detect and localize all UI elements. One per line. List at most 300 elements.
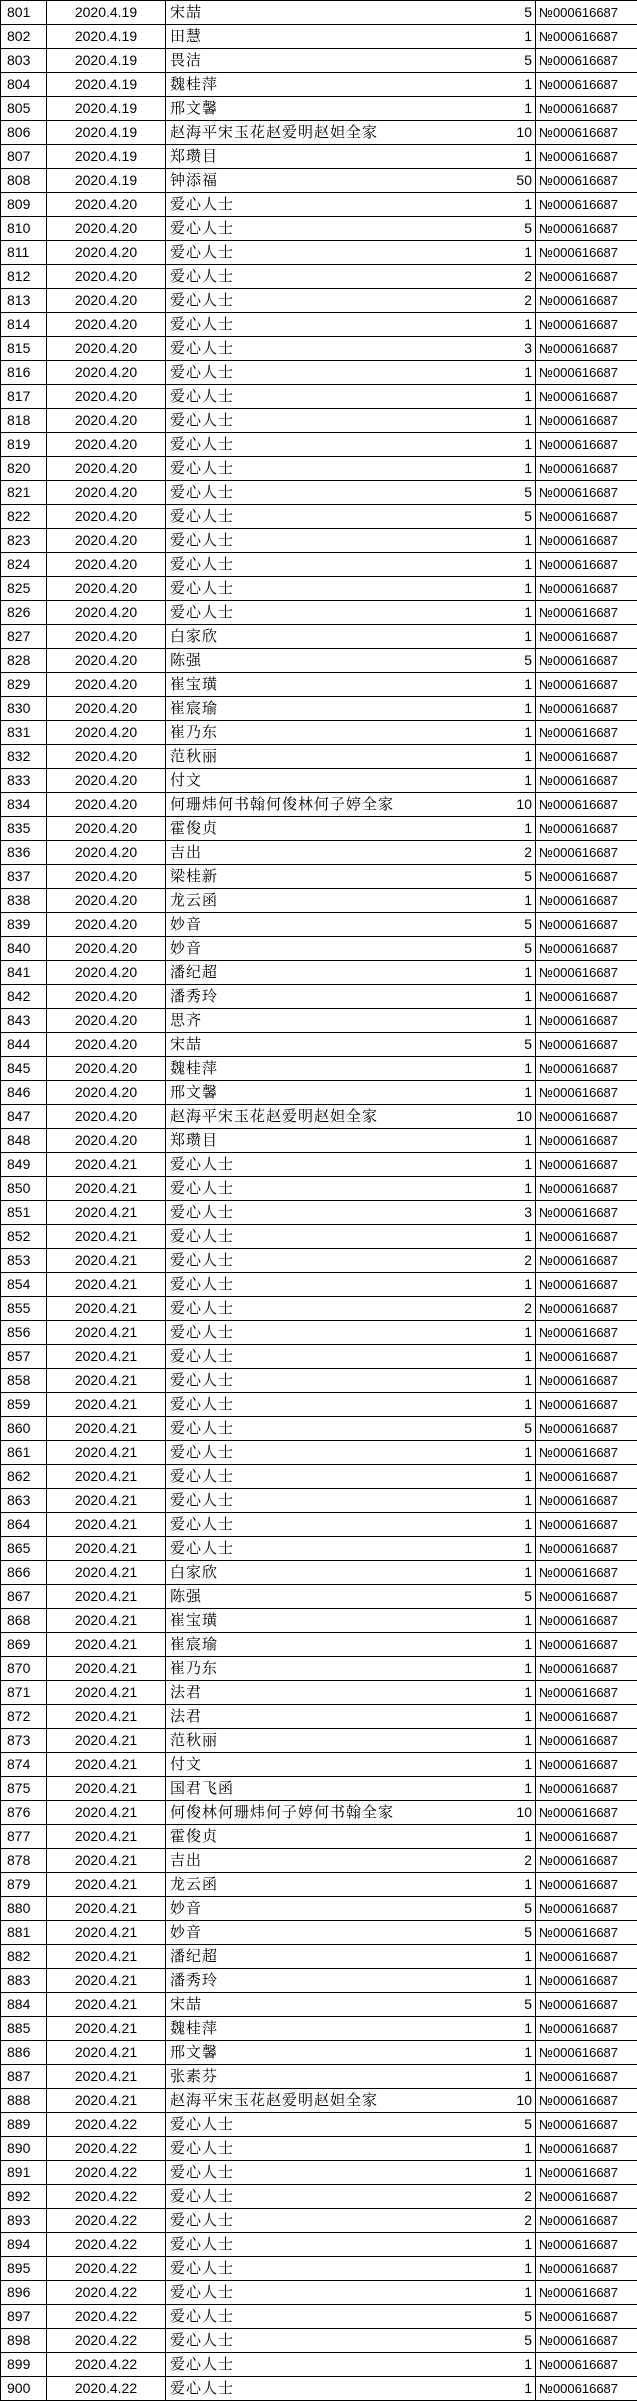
donation-amount: 1 [511, 457, 536, 481]
table-row [1, 2233, 637, 2257]
receipt-number: №000616687 [536, 1153, 637, 1177]
donor-name: 爱心人士 [166, 553, 511, 577]
donation-amount: 1 [511, 697, 536, 721]
donation-amount: 1 [511, 961, 536, 985]
table-row [1, 2353, 637, 2377]
donation-date: 2020.4.20 [47, 673, 166, 697]
donation-date: 2020.4.20 [47, 625, 166, 649]
donation-date: 2020.4.20 [47, 649, 166, 673]
donation-amount: 5 [511, 865, 536, 889]
table-row [1, 2089, 637, 2113]
receipt-number: №000616687 [536, 577, 637, 601]
receipt-number: №000616687 [536, 1801, 637, 1825]
receipt-number: №000616687 [536, 2233, 637, 2257]
donor-name: 爱心人士 [166, 433, 511, 457]
receipt-number: №000616687 [536, 505, 637, 529]
receipt-number: №000616687 [536, 1849, 637, 1873]
donor-name: 范秋丽 [166, 745, 511, 769]
receipt-number: №000616687 [536, 1945, 637, 1969]
donation-date: 2020.4.19 [47, 25, 166, 49]
donation-date: 2020.4.21 [47, 1489, 166, 1513]
donation-amount: 1 [511, 409, 536, 433]
donation-date: 2020.4.20 [47, 289, 166, 313]
donor-name: 邢文馨 [166, 2041, 511, 2065]
table-row [1, 625, 637, 649]
table-row [1, 2257, 637, 2281]
donor-name: 爱心人士 [166, 1273, 511, 1297]
row-number: 844 [1, 1033, 47, 1057]
receipt-number: №000616687 [536, 2377, 637, 2401]
row-number: 802 [1, 25, 47, 49]
donation-amount: 1 [511, 1393, 536, 1417]
receipt-number: №000616687 [536, 865, 637, 889]
table-row [1, 361, 637, 385]
donation-date: 2020.4.19 [47, 1, 166, 25]
receipt-number: №000616687 [536, 385, 637, 409]
donor-name: 爱心人士 [166, 1537, 511, 1561]
donor-name: 爱心人士 [166, 2305, 511, 2329]
donation-date: 2020.4.19 [47, 97, 166, 121]
receipt-number: №000616687 [536, 49, 637, 73]
donation-date: 2020.4.20 [47, 1009, 166, 1033]
donation-date: 2020.4.20 [47, 769, 166, 793]
receipt-number: №000616687 [536, 1081, 637, 1105]
donation-date: 2020.4.19 [47, 145, 166, 169]
table-row [1, 97, 637, 121]
donation-amount: 5 [511, 1993, 536, 2017]
donor-name: 陈强 [166, 1585, 511, 1609]
row-number: 804 [1, 73, 47, 97]
donation-amount: 1 [511, 1561, 536, 1585]
receipt-number: №000616687 [536, 2257, 637, 2281]
donor-name: 爱心人士 [166, 529, 511, 553]
table-row [1, 2281, 637, 2305]
donation-amount: 1 [511, 1657, 536, 1681]
receipt-number: №000616687 [536, 625, 637, 649]
row-number: 831 [1, 721, 47, 745]
table-row [1, 1177, 637, 1201]
donation-amount: 1 [511, 985, 536, 1009]
donation-amount: 5 [511, 2329, 536, 2353]
table-row [1, 577, 637, 601]
donation-date: 2020.4.22 [47, 2233, 166, 2257]
row-number: 888 [1, 2089, 47, 2113]
donation-amount: 5 [511, 1897, 536, 1921]
donation-amount: 1 [511, 2137, 536, 2161]
donation-amount: 5 [511, 1585, 536, 1609]
donation-amount: 10 [511, 1801, 536, 1825]
receipt-number: №000616687 [536, 1489, 637, 1513]
row-number: 840 [1, 937, 47, 961]
table-row [1, 1681, 637, 1705]
donation-date: 2020.4.20 [47, 457, 166, 481]
row-number: 892 [1, 2185, 47, 2209]
table-row [1, 1105, 637, 1129]
donation-date: 2020.4.20 [47, 505, 166, 529]
donor-name: 爱心人士 [166, 2113, 511, 2137]
donation-date: 2020.4.20 [47, 193, 166, 217]
donation-amount: 2 [511, 289, 536, 313]
donation-date: 2020.4.20 [47, 337, 166, 361]
row-number: 884 [1, 1993, 47, 2017]
donor-name: 何俊林何珊炜何子婷何书翰全家 [166, 1801, 511, 1825]
receipt-number: №000616687 [536, 1777, 637, 1801]
donation-amount: 1 [511, 889, 536, 913]
receipt-number: №000616687 [536, 2041, 637, 2065]
receipt-number: №000616687 [536, 913, 637, 937]
row-number: 849 [1, 1153, 47, 1177]
row-number: 834 [1, 793, 47, 817]
donation-date: 2020.4.22 [47, 2209, 166, 2233]
receipt-number: №000616687 [536, 961, 637, 985]
donor-name: 妙音 [166, 1897, 511, 1921]
donation-amount: 1 [511, 769, 536, 793]
donation-amount: 1 [511, 721, 536, 745]
row-number: 829 [1, 673, 47, 697]
donation-amount: 1 [511, 817, 536, 841]
receipt-number: №000616687 [536, 1321, 637, 1345]
receipt-number: №000616687 [536, 2353, 637, 2377]
receipt-number: №000616687 [536, 169, 637, 193]
row-number: 862 [1, 1465, 47, 1489]
receipt-number: №000616687 [536, 793, 637, 817]
receipt-number: №000616687 [536, 2137, 637, 2161]
donation-date: 2020.4.21 [47, 1585, 166, 1609]
donor-name: 崔宸瑜 [166, 697, 511, 721]
donation-amount: 5 [511, 2305, 536, 2329]
table-row [1, 49, 637, 73]
donation-date: 2020.4.21 [47, 1537, 166, 1561]
table-row [1, 2041, 637, 2065]
donation-amount: 2 [511, 2209, 536, 2233]
donation-date: 2020.4.20 [47, 409, 166, 433]
table-row [1, 1297, 637, 1321]
donation-date: 2020.4.20 [47, 817, 166, 841]
row-number: 895 [1, 2257, 47, 2281]
row-number: 861 [1, 1441, 47, 1465]
receipt-number: №000616687 [536, 217, 637, 241]
receipt-number: №000616687 [536, 1513, 637, 1537]
donation-date: 2020.4.21 [47, 1273, 166, 1297]
receipt-number: №000616687 [536, 1873, 637, 1897]
donation-amount: 1 [511, 529, 536, 553]
receipt-number: №000616687 [536, 1177, 637, 1201]
donor-name: 潘纪超 [166, 961, 511, 985]
table-row [1, 1153, 637, 1177]
table-row [1, 1513, 637, 1537]
table-row [1, 841, 637, 865]
row-number: 838 [1, 889, 47, 913]
table-row [1, 193, 637, 217]
table-row [1, 337, 637, 361]
donor-name: 妙音 [166, 937, 511, 961]
donation-amount: 5 [511, 1, 536, 25]
row-number: 825 [1, 577, 47, 601]
donation-amount: 10 [511, 121, 536, 145]
donation-date: 2020.4.21 [47, 1561, 166, 1585]
donation-date: 2020.4.20 [47, 265, 166, 289]
receipt-number: №000616687 [536, 721, 637, 745]
table-row [1, 721, 637, 745]
receipt-number: №000616687 [536, 1225, 637, 1249]
receipt-number: №000616687 [536, 1009, 637, 1033]
donation-date: 2020.4.21 [47, 1633, 166, 1657]
donation-date: 2020.4.20 [47, 361, 166, 385]
table-row [1, 1921, 637, 1945]
donor-name: 宋喆 [166, 1033, 511, 1057]
receipt-number: №000616687 [536, 1057, 637, 1081]
table-row [1, 1969, 637, 1993]
donation-date: 2020.4.21 [47, 1705, 166, 1729]
donation-amount: 1 [511, 1705, 536, 1729]
row-number: 860 [1, 1417, 47, 1441]
donor-name: 魏桂萍 [166, 2017, 511, 2041]
table-row [1, 985, 637, 1009]
donor-name: 宋喆 [166, 1, 511, 25]
table-row [1, 529, 637, 553]
donation-amount: 5 [511, 49, 536, 73]
table-row [1, 1369, 637, 1393]
receipt-number: №000616687 [536, 937, 637, 961]
donor-name: 思齐 [166, 1009, 511, 1033]
donation-amount: 1 [511, 1609, 536, 1633]
receipt-number: №000616687 [536, 985, 637, 1009]
row-number: 899 [1, 2353, 47, 2377]
row-number: 887 [1, 2065, 47, 2089]
row-number: 839 [1, 913, 47, 937]
donation-amount: 10 [511, 2089, 536, 2113]
donation-date: 2020.4.20 [47, 721, 166, 745]
row-number: 897 [1, 2305, 47, 2329]
donor-name: 爱心人士 [166, 1177, 511, 1201]
receipt-number: №000616687 [536, 193, 637, 217]
donation-date: 2020.4.22 [47, 2161, 166, 2185]
donation-amount: 1 [511, 1441, 536, 1465]
row-number: 850 [1, 1177, 47, 1201]
donation-date: 2020.4.21 [47, 1777, 166, 1801]
receipt-number: №000616687 [536, 1705, 637, 1729]
donation-date: 2020.4.20 [47, 433, 166, 457]
table-row [1, 1009, 637, 1033]
table-row [1, 1705, 637, 1729]
receipt-number: №000616687 [536, 1729, 637, 1753]
donor-name: 赵海平宋玉花赵爱明赵妲全家 [166, 121, 511, 145]
donor-name: 崔宸瑜 [166, 1633, 511, 1657]
donation-date: 2020.4.21 [47, 1441, 166, 1465]
donation-date: 2020.4.21 [47, 1657, 166, 1681]
receipt-number: №000616687 [536, 817, 637, 841]
donor-name: 爱心人士 [166, 1441, 511, 1465]
row-number: 883 [1, 1969, 47, 1993]
receipt-number: №000616687 [536, 1129, 637, 1153]
row-number: 808 [1, 169, 47, 193]
row-number: 818 [1, 409, 47, 433]
receipt-number: №000616687 [536, 1369, 637, 1393]
receipt-number: №000616687 [536, 73, 637, 97]
row-number: 856 [1, 1321, 47, 1345]
donor-name: 张素芬 [166, 2065, 511, 2089]
donor-name: 爱心人士 [166, 1513, 511, 1537]
row-number: 843 [1, 1009, 47, 1033]
donation-amount: 5 [511, 1033, 536, 1057]
donation-amount: 1 [511, 97, 536, 121]
receipt-number: №000616687 [536, 1921, 637, 1945]
receipt-number: №000616687 [536, 1993, 637, 2017]
donation-date: 2020.4.20 [47, 1105, 166, 1129]
receipt-number: №000616687 [536, 145, 637, 169]
row-number: 866 [1, 1561, 47, 1585]
row-number: 828 [1, 649, 47, 673]
donation-amount: 5 [511, 937, 536, 961]
donation-date: 2020.4.20 [47, 1129, 166, 1153]
donor-name: 爱心人士 [166, 457, 511, 481]
receipt-number: №000616687 [536, 2281, 637, 2305]
donor-name: 赵海平宋玉花赵爱明赵妲全家 [166, 2089, 511, 2113]
donation-date: 2020.4.20 [47, 961, 166, 985]
donation-amount: 1 [511, 2281, 536, 2305]
table-row [1, 73, 637, 97]
row-number: 815 [1, 337, 47, 361]
table-row [1, 1537, 637, 1561]
donation-amount: 3 [511, 337, 536, 361]
donation-amount: 1 [511, 313, 536, 337]
donation-amount: 3 [511, 1201, 536, 1225]
table-row [1, 1441, 637, 1465]
donation-date: 2020.4.20 [47, 1057, 166, 1081]
donation-amount: 1 [511, 1465, 536, 1489]
receipt-number: №000616687 [536, 2089, 637, 2113]
donation-date: 2020.4.21 [47, 1729, 166, 1753]
row-number: 894 [1, 2233, 47, 2257]
receipt-number: №000616687 [536, 1345, 637, 1369]
row-number: 874 [1, 1753, 47, 1777]
donation-date: 2020.4.21 [47, 1993, 166, 2017]
donor-name: 爱心人士 [166, 1369, 511, 1393]
receipt-number: №000616687 [536, 841, 637, 865]
row-number: 801 [1, 1, 47, 25]
receipt-number: №000616687 [536, 1825, 637, 1849]
donation-amount: 1 [511, 1537, 536, 1561]
donation-date: 2020.4.21 [47, 1177, 166, 1201]
table-row [1, 1729, 637, 1753]
donor-name: 爱心人士 [166, 481, 511, 505]
receipt-number: №000616687 [536, 529, 637, 553]
donor-name: 爱心人士 [166, 505, 511, 529]
row-number: 864 [1, 1513, 47, 1537]
table-row [1, 1321, 637, 1345]
donation-date: 2020.4.21 [47, 1753, 166, 1777]
donation-amount: 1 [511, 1489, 536, 1513]
row-number: 891 [1, 2161, 47, 2185]
table-row [1, 553, 637, 577]
table-row [1, 769, 637, 793]
donor-name: 崔乃东 [166, 721, 511, 745]
row-number: 880 [1, 1897, 47, 1921]
table-row [1, 217, 637, 241]
table-row [1, 745, 637, 769]
donation-amount: 1 [511, 2377, 536, 2401]
donation-amount: 1 [511, 2161, 536, 2185]
donation-amount: 1 [511, 1969, 536, 1993]
donor-name: 邢文馨 [166, 1081, 511, 1105]
donation-date: 2020.4.20 [47, 601, 166, 625]
donation-amount: 1 [511, 553, 536, 577]
donation-amount: 1 [511, 625, 536, 649]
row-number: 871 [1, 1681, 47, 1705]
donor-name: 爱心人士 [166, 1417, 511, 1441]
donor-name: 田慧 [166, 25, 511, 49]
donation-date: 2020.4.21 [47, 1609, 166, 1633]
row-number: 819 [1, 433, 47, 457]
donor-name: 爱心人士 [166, 577, 511, 601]
donation-date: 2020.4.21 [47, 2041, 166, 2065]
table-row [1, 961, 637, 985]
donor-name: 爱心人士 [166, 1225, 511, 1249]
row-number: 822 [1, 505, 47, 529]
donor-name: 爱心人士 [166, 1465, 511, 1489]
table-row [1, 1825, 637, 1849]
donation-amount: 10 [511, 793, 536, 817]
donation-amount: 1 [511, 1225, 536, 1249]
donation-amount: 1 [511, 145, 536, 169]
donation-date: 2020.4.20 [47, 865, 166, 889]
donation-date: 2020.4.21 [47, 1897, 166, 1921]
donor-name: 爱心人士 [166, 2329, 511, 2353]
donation-date: 2020.4.20 [47, 913, 166, 937]
table-row [1, 1417, 637, 1441]
donor-name: 爱心人士 [166, 337, 511, 361]
receipt-number: №000616687 [536, 1249, 637, 1273]
donor-name: 宋喆 [166, 1993, 511, 2017]
donation-date: 2020.4.21 [47, 2065, 166, 2089]
donation-amount: 1 [511, 361, 536, 385]
row-number: 803 [1, 49, 47, 73]
receipt-number: №000616687 [536, 289, 637, 313]
donor-name: 龙云函 [166, 1873, 511, 1897]
row-number: 835 [1, 817, 47, 841]
donation-date: 2020.4.21 [47, 1945, 166, 1969]
donor-name: 爱心人士 [166, 2137, 511, 2161]
donor-name: 范秋丽 [166, 1729, 511, 1753]
donor-name: 爱心人士 [166, 2233, 511, 2257]
donation-amount: 2 [511, 1249, 536, 1273]
table-row [1, 1609, 637, 1633]
donation-date: 2020.4.20 [47, 745, 166, 769]
table-row [1, 1657, 637, 1681]
row-number: 859 [1, 1393, 47, 1417]
row-number: 857 [1, 1345, 47, 1369]
donation-date: 2020.4.20 [47, 553, 166, 577]
donor-name: 爱心人士 [166, 1393, 511, 1417]
table-row [1, 2377, 637, 2401]
table-row [1, 1585, 637, 1609]
donation-date: 2020.4.21 [47, 1849, 166, 1873]
row-number: 865 [1, 1537, 47, 1561]
row-number: 858 [1, 1369, 47, 1393]
row-number: 881 [1, 1921, 47, 1945]
donation-date: 2020.4.20 [47, 841, 166, 865]
donor-name: 爱心人士 [166, 361, 511, 385]
row-number: 820 [1, 457, 47, 481]
receipt-number: №000616687 [536, 457, 637, 481]
receipt-number: №000616687 [536, 1585, 637, 1609]
row-number: 852 [1, 1225, 47, 1249]
table-row [1, 2185, 637, 2209]
receipt-number: №000616687 [536, 2209, 637, 2233]
donation-amount: 5 [511, 505, 536, 529]
donor-name: 何珊炜何书翰何俊林何子婷全家 [166, 793, 511, 817]
row-number: 811 [1, 241, 47, 265]
